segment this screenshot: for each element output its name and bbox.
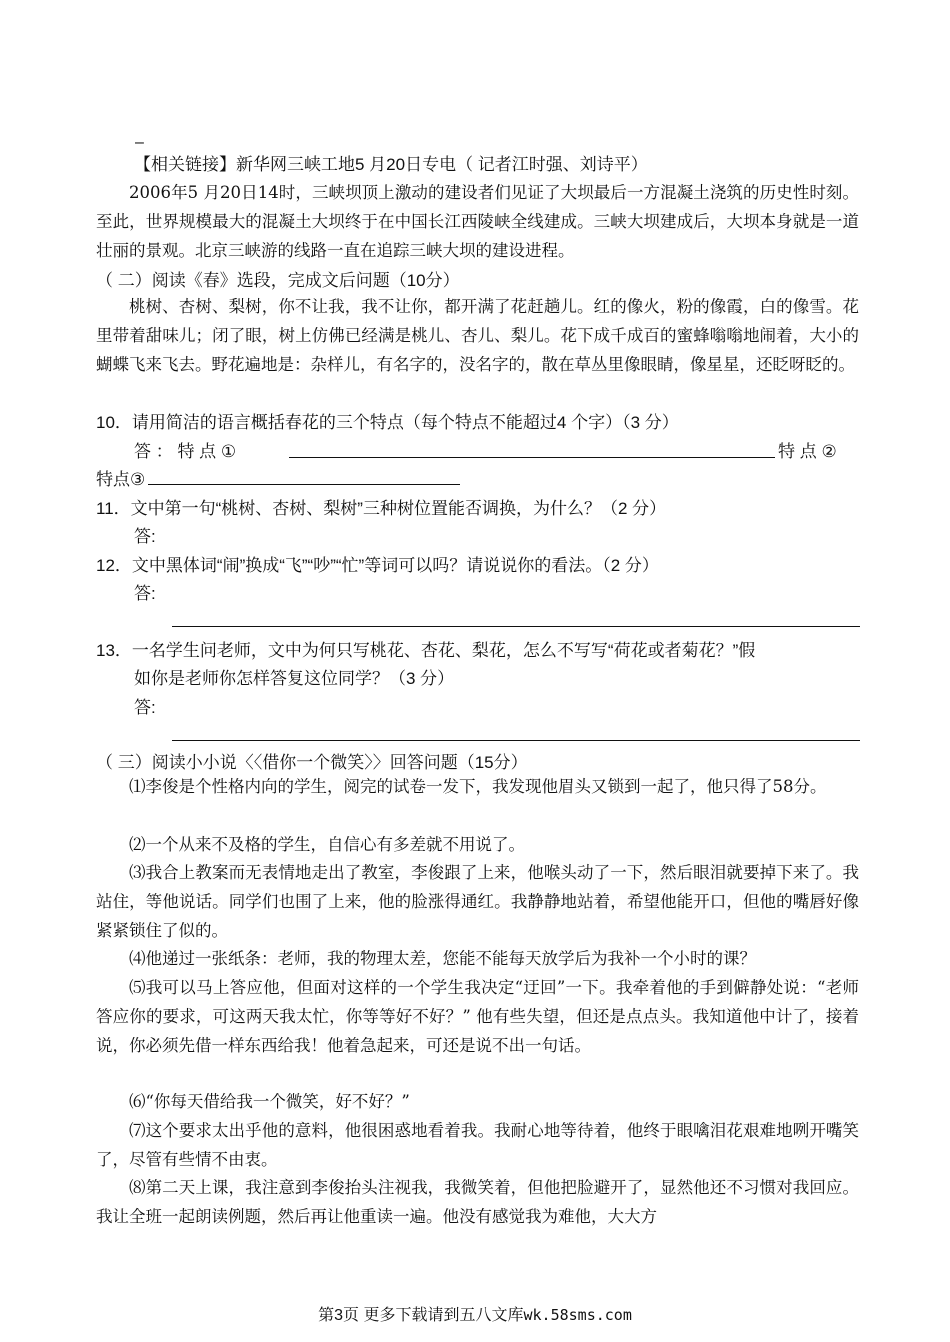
question-12: 12．文中黑体词“闹”换成“飞”“吵”“忙”等词可以吗？请说说你的看法。（2 分） xyxy=(96,556,659,575)
section-2-heading: （ 二）阅读《春》选段，完成文后问题（10分） xyxy=(96,271,460,290)
q10-feature-3-blank[interactable] xyxy=(148,484,460,485)
spring-passage: 桃树、杏树、梨树，你不让我，我不让你，都开满了花赶趟儿。红的像火，粉的像霞，白的像雪。花里带着甜味儿；闭了眼，树上仿佛已经满是桃儿、杏儿、梨儿。花下成千成百的蜜蜂嗡嗡地闹着，大小的蝴蝶飞来飞去。野花遍地是：杂样儿，有名字的，没名字的，散在草丛里像眼睛，像星星，还眨呀眨的。 xyxy=(96,297,859,374)
question-13-line-2: 如你是老师你怎样答复这位同学？（3 分） xyxy=(134,669,455,688)
q13-answer-line[interactable] xyxy=(172,740,860,741)
story-paragraph-6: ⑹“你每天借给我一个微笑，好不好？” xyxy=(129,1092,410,1111)
related-link-heading: 【相关链接】新华网三峡工地5 月20日专电（ 记者江时强、刘诗平） xyxy=(134,155,648,174)
question-10: 10．请用简洁的语言概括春花的三个特点（每个特点不能超过4 个字）（3 分） xyxy=(96,413,679,432)
question-13-line-1: 13．一名学生问老师，文中为何只写桃花、杏花、梨花，怎么不写写“荷花或者菊花？”假 xyxy=(96,641,756,660)
footer-url[interactable]: wk.58sms.com xyxy=(523,1306,632,1324)
q12-answer-line[interactable] xyxy=(172,626,860,627)
q10-feature-1-blank[interactable] xyxy=(289,457,775,458)
story-paragraph-1: ⑴李俊是个性格内向的学生，阅完的试卷一发下，我发现他眉头又锁到一起了，他只得了58分。 xyxy=(129,777,827,796)
story-paragraph-8: ⑻第二天上课，我注意到李俊抬头注视我，我微笑着，但他把脸避开了，显然他还不习惯对我回应。我让全班一起朗读例题，然后再让他重读一遍。他没有感觉我为难他，大大方 xyxy=(96,1178,859,1226)
question-11: 11．文中第一句“桃树、杏树、梨树”三种树位置能否调换，为什么？（2 分） xyxy=(96,499,667,518)
q13-answer-label: 答: xyxy=(134,698,156,717)
story-paragraph-7: ⑺这个要求太出乎他的意料，他很困惑地看着我。我耐心地等待着，他终于眼噙泪花艰难地咧开嘴笑了，尽管有些情不由衷。 xyxy=(96,1121,859,1169)
q11-answer-label: 答: xyxy=(134,527,156,546)
related-link-body: 2006年5 月20日14时，三峡坝顶上激动的建设者们见证了大坝最后一方混凝土浇筑的历史性时刻。至此，世界规模最大的混凝土大坝终于在中国长江西陵峡全线建成。三峡大坝建成后，大坝本身就是一道壮丽的景观。北京三峡游的线路一直在追踪三峡大坝的建设进程。 xyxy=(96,183,859,260)
stray-dash: – xyxy=(135,134,144,151)
q10-feature-2-label: 特 点 ② xyxy=(778,442,837,461)
q10-feature-1-label: 答 ： 特 点 ① xyxy=(134,442,237,461)
story-paragraph-2: ⑵一个从来不及格的学生，自信心有多差就不用说了。 xyxy=(129,835,525,854)
story-paragraph-4: ⑷他递过一张纸条：老师，我的物理太差，您能不能每天放学后为我补一个小时的课？ xyxy=(129,949,756,968)
story-paragraph-3: ⑶我合上教案而无表情地走出了教室，李俊跟了上来，他喉头动了一下，然后眼泪就要掉下来了。我站住，等他说话。同学们也围了上来，他的脸涨得通红。我静静地站着，希望他能开口，但他的嘴唇好像紧紧锁住了似的。 xyxy=(96,863,859,940)
q12-answer-label: 答: xyxy=(134,584,156,603)
q10-feature-3-label: 特点③ xyxy=(96,470,146,489)
page-footer xyxy=(0,1302,950,1325)
section-3-heading: （ 三）阅读小小说〈〈借你一个微笑〉〉回答问题（15分） xyxy=(96,753,528,772)
page-number: 第3页 xyxy=(318,1307,360,1324)
footer-text: 更多下载请到五八文库 xyxy=(363,1307,524,1324)
story-paragraph-5: ⑸我可以马上答应他，但面对这样的一个学生我决定“迂回”一下。我牵着他的手到僻静处说：“老师答应你的要求，可这两天我太忙，你等等好不好？” 他有些失望，但还是点点头。我知道他中计了，接着说，你必须先借一样东西给我！他着急起来，可还是说不出一句话。 xyxy=(96,978,859,1055)
